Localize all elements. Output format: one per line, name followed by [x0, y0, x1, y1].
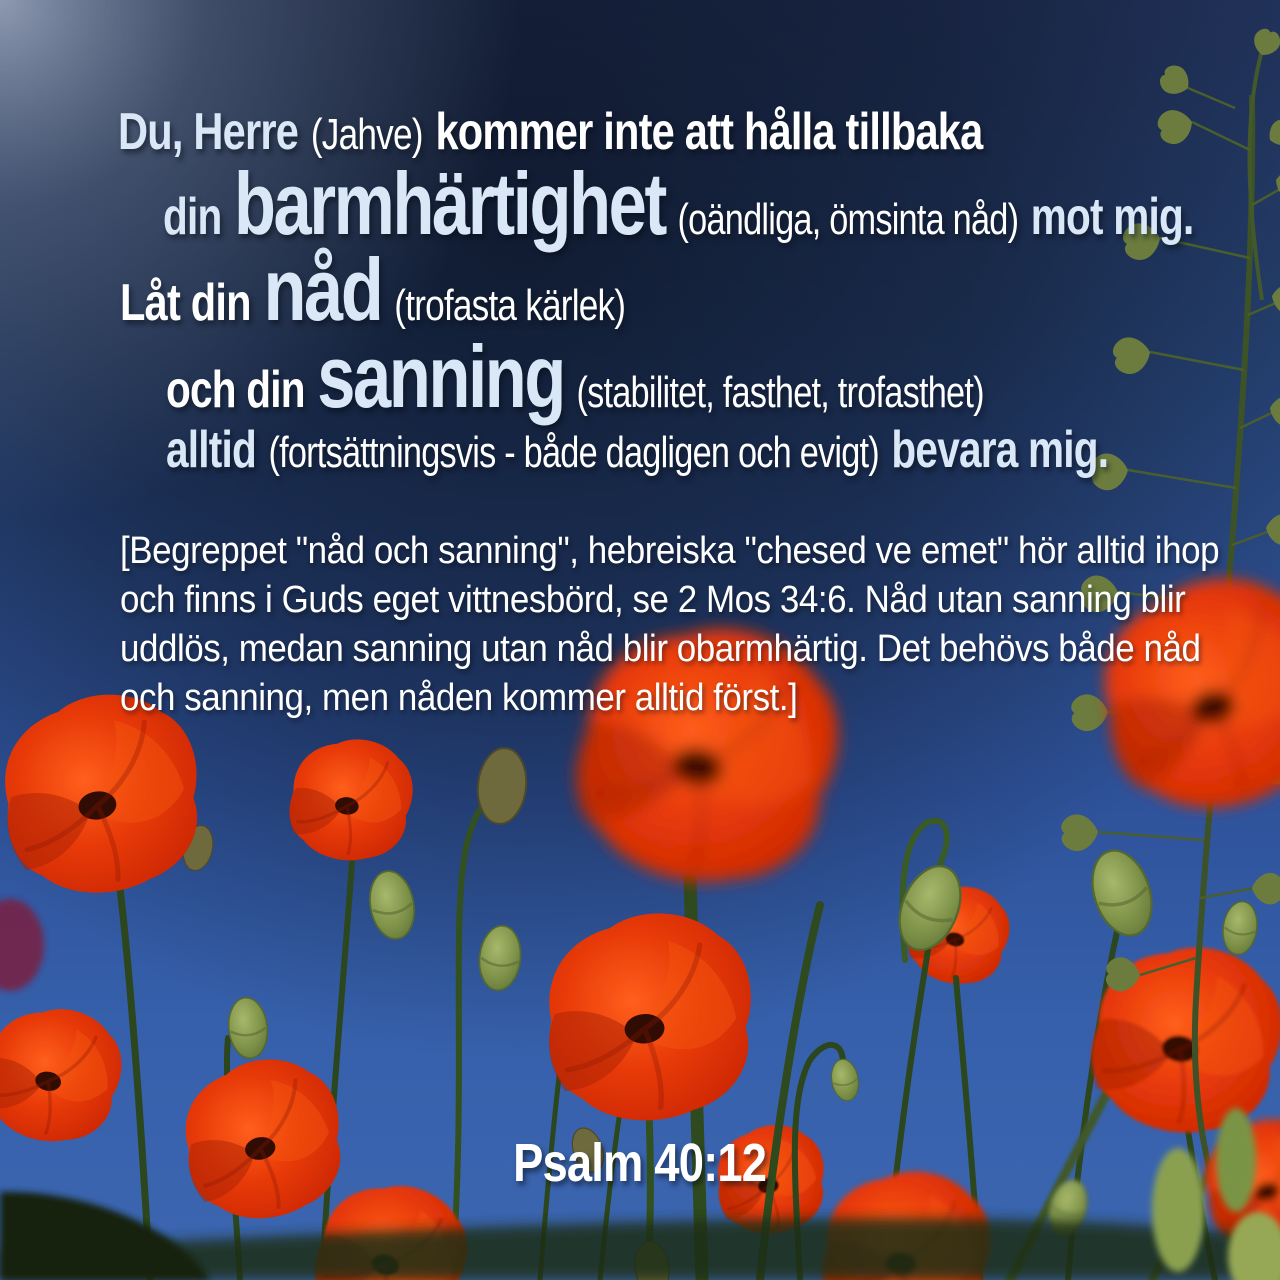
verse-line-4	[166, 327, 984, 426]
verse-line-4-paren: (stabilitet, fasthet, trofasthet)	[576, 368, 984, 417]
commentary-note	[120, 527, 1219, 723]
verse-line-5-emphasis: alltid	[166, 421, 256, 479]
verse-line-2-post: mot mig.	[1030, 188, 1194, 246]
verse-line-2-paren: (oändliga, ömsinta nåd)	[677, 195, 1019, 244]
scripture-reference-text: Psalm 40:12	[513, 1133, 767, 1193]
verse-line-5-paren: (fortsättningsvis - både dagligen och evigt)	[268, 428, 879, 477]
verse-line-4-emphasis: sanning	[317, 327, 564, 426]
scripture-reference	[0, 1132, 1280, 1194]
verse-line-1-paren: (Jahve)	[310, 110, 423, 159]
note-line-4: och sanning, men nåden kommer alltid först.]	[120, 677, 798, 719]
verse-line-1-rest: kommer inte att hålla tillbaka	[435, 103, 983, 161]
note-line-3: uddlös, medan sanning utan nåd blir obarmhärtig. Det behövs både nåd	[120, 628, 1201, 670]
verse-line-1	[118, 103, 983, 161]
verse-line-3-emphasis: nåd	[263, 240, 382, 339]
verse-line-3	[120, 240, 626, 339]
note-line-2: och finns i Guds eget vittnesbörd, se 2 Mos 34:6. Nåd utan sanning blir	[120, 579, 1186, 621]
note-line-1: [Begreppet "nåd och sanning", hebreiska "chesed ve emet" hör alltid ihop	[120, 530, 1220, 572]
verse-line-1-emphasis: Du, Herre	[118, 103, 299, 161]
verse-line-2-pre: din	[163, 188, 222, 246]
verse-line-5	[166, 421, 1109, 479]
verse-line-3-pre: Låt din	[120, 274, 251, 332]
verse-line-2	[163, 154, 1194, 253]
verse-line-2-emphasis: barmhärtighet	[233, 154, 666, 253]
verse-line-3-paren: (trofasta kärlek)	[394, 281, 626, 330]
verse-line-5-post: bevara mig.	[891, 421, 1109, 479]
verse-line-4-pre: och din	[166, 361, 305, 419]
